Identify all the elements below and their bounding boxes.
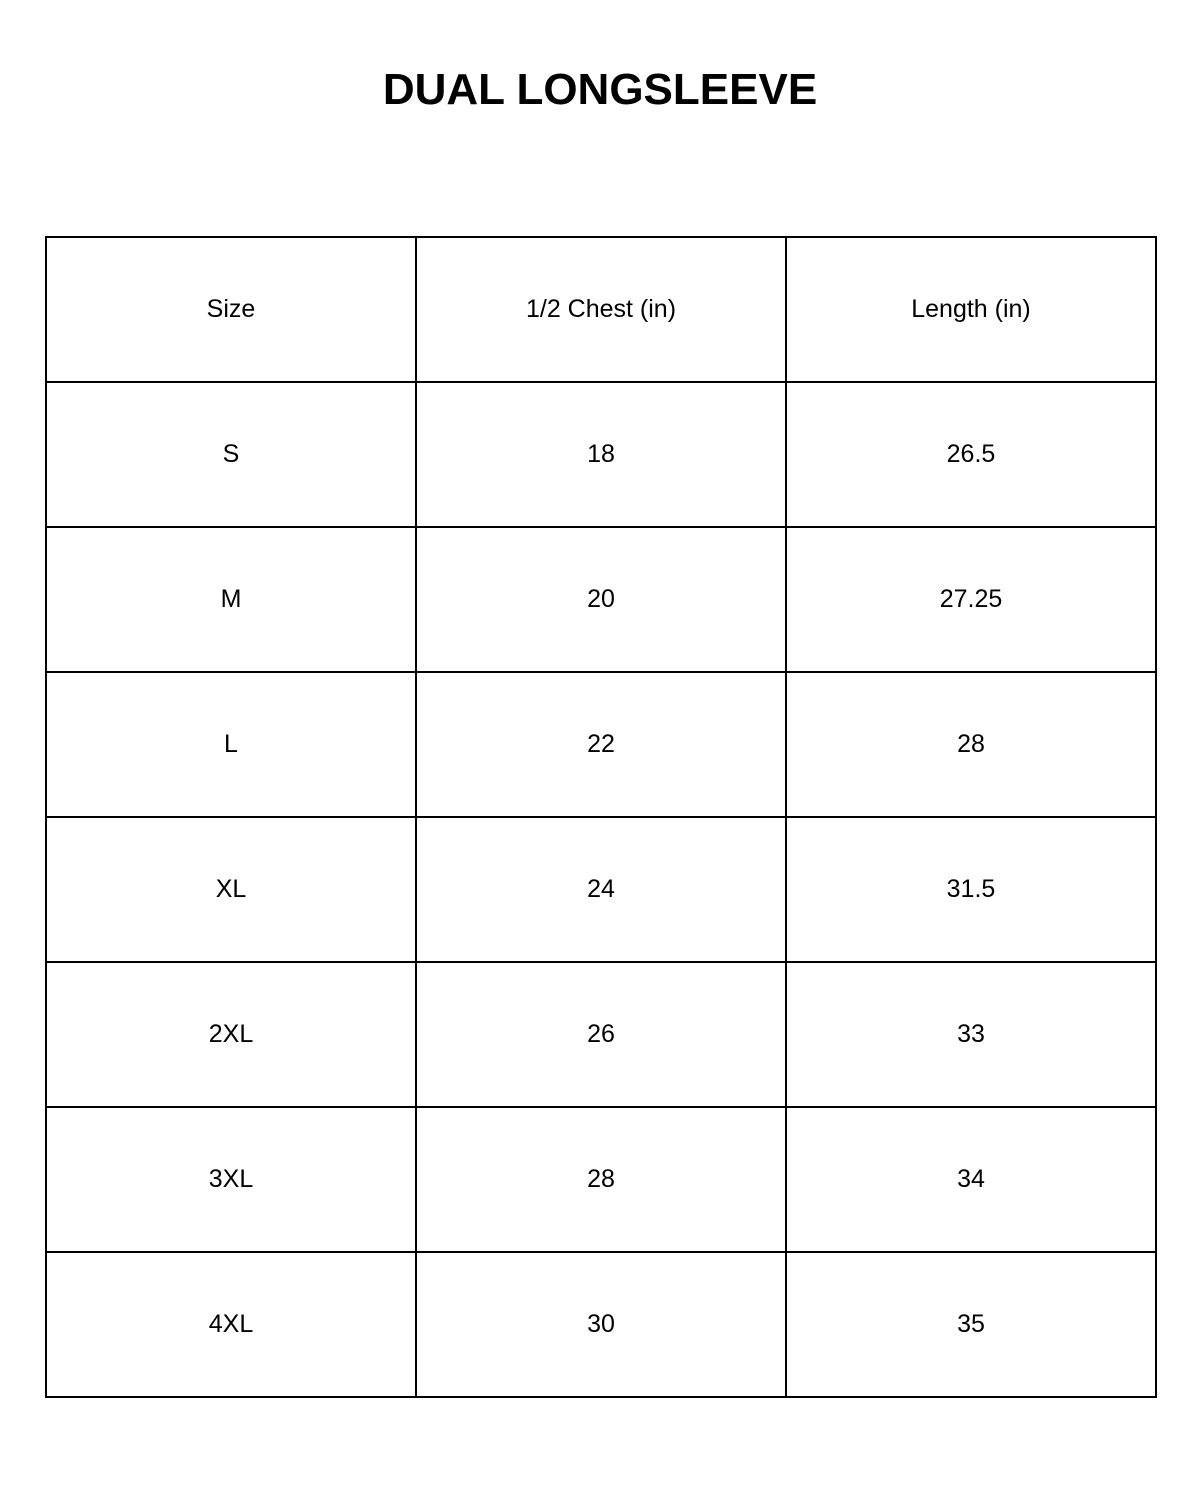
header-half-chest: 1/2 Chest (in) [416,237,786,382]
half-chest-cell: 18 [416,382,786,527]
table-row [46,672,1156,817]
size-chart-table [45,236,1157,1398]
length-cell: 33 [786,962,1156,1107]
size-cell: M [46,527,416,672]
half-chest-cell: 24 [416,817,786,962]
length-cell: 34 [786,1107,1156,1252]
size-cell: 2XL [46,962,416,1107]
table-row [46,1252,1156,1397]
header-length: Length (in) [786,237,1156,382]
length-cell: 26.5 [786,382,1156,527]
page-title: DUAL LONGSLEEVE [382,65,818,114]
half-chest-cell: 20 [416,527,786,672]
table-header [46,237,1156,382]
table-row [46,962,1156,1107]
length-cell: 28 [786,672,1156,817]
size-cell: XL [46,817,416,962]
length-cell: 35 [786,1252,1156,1397]
header-size: Size [46,237,416,382]
size-cell: 4XL [46,1252,416,1397]
table-row [46,527,1156,672]
half-chest-cell: 26 [416,962,786,1107]
half-chest-cell: 28 [416,1107,786,1252]
length-cell: 27.25 [786,527,1156,672]
half-chest-cell: 22 [416,672,786,817]
size-cell: L [46,672,416,817]
size-cell: 3XL [46,1107,416,1252]
table-row [46,382,1156,527]
length-cell: 31.5 [786,817,1156,962]
table-row [46,817,1156,962]
header-row [46,237,1156,382]
table-row [46,1107,1156,1252]
table-body [46,382,1156,1397]
half-chest-cell: 30 [416,1252,786,1397]
size-cell: S [46,382,416,527]
